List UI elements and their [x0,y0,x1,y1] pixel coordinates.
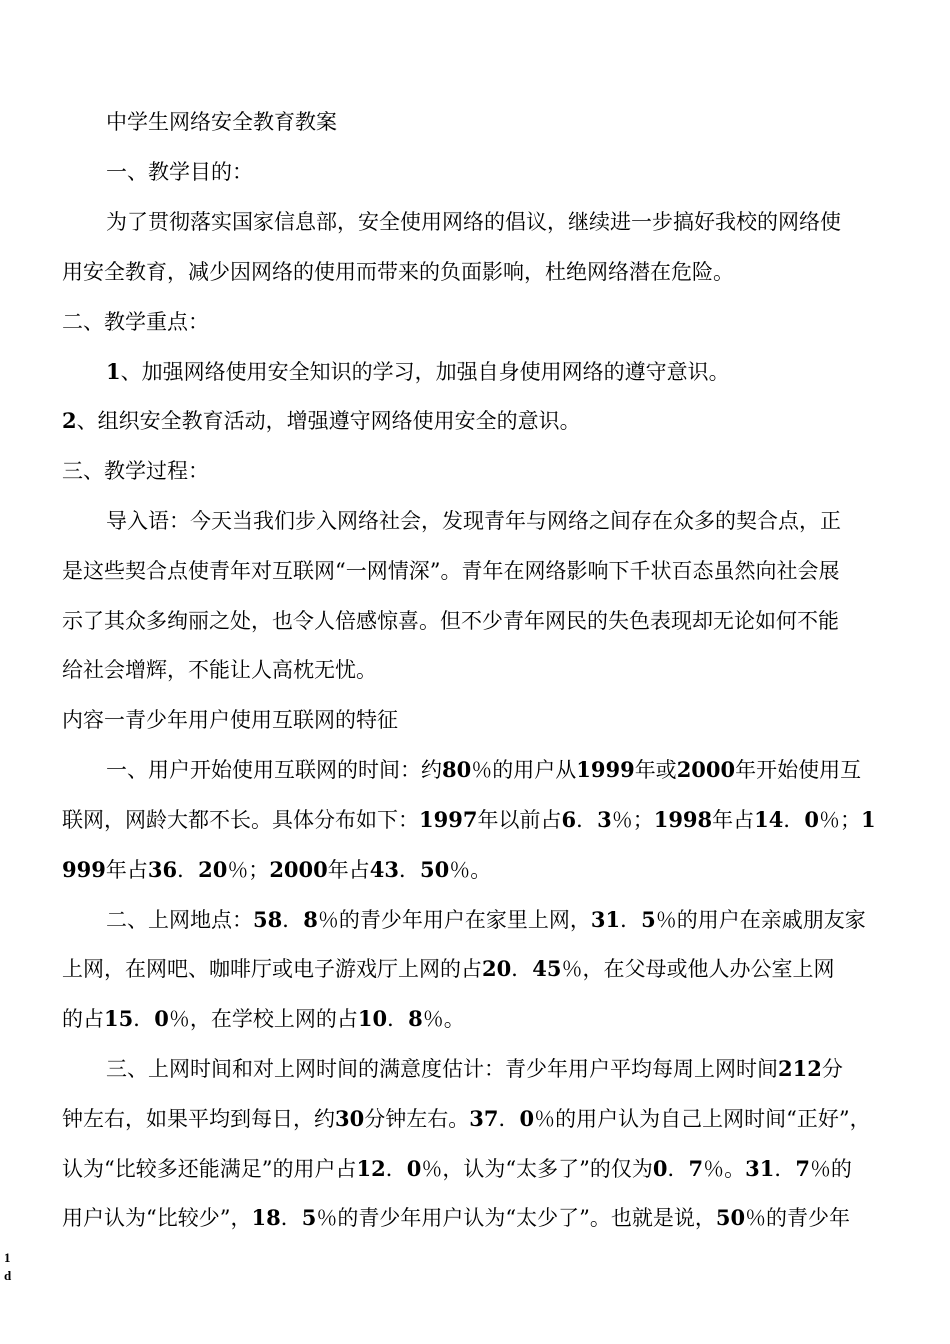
section-heading-focus: 二、教学重点： [62,310,209,334]
list-item: 1、加强网络使用安全知识的学习，加强自身使用网络的遵守意识。 [106,359,730,384]
paragraph-line: 二、上网地点：58．8％的青少年用户在家里上网，31．5％的用户在亲戚朋友家 [106,907,866,932]
section-heading-process: 三、教学过程： [62,459,209,483]
paragraph-line: 一、用户开始使用互联网的时间：约80％的用户从1999年或2000年开始使用互 [106,757,862,782]
paragraph-line: 上网，在网吧、咖啡厅或电子游戏厅上网的占20．45％，在父母或他人办公室上网 [62,956,835,981]
paragraph-line: 钟左右，如果平均到每日，约30分钟左右。37．0％的用户认为自己上网时间“正好”， [62,1106,871,1131]
paragraph-line: 认为“比较多还能满足”的用户占12．0％，认为“太多了”的仅为0．7％。31．7％的 [62,1156,852,1181]
content-heading: 内容一青少年用户使用互联网的特征 [62,708,398,732]
paragraph-line: 999年占36．20％；2000年占43．50％。 [62,857,492,882]
paragraph-line: 给社会增辉，不能让人高枕无忧。 [62,658,377,682]
section-heading-objective: 一、教学目的： [106,160,253,184]
document-title: 中学生网络安全教育教案 [106,110,337,134]
paragraph-line: 的占15．0％，在学校上网的占10．8％。 [62,1006,465,1031]
paragraph-line: 用户认为“比较少”，18．5％的青少年用户认为“太少了”。也就是说，50％的青少年 [62,1205,851,1230]
paragraph-line: 为了贯彻落实国家信息部，安全使用网络的倡议，继续进一步搞好我校的网络使 [106,210,841,234]
paragraph-line: 导入语：今天当我们步入网络社会，发现青年与网络之间存在众多的契合点，正 [106,509,841,533]
paragraph-line: 是这些契合点使青年对互联网“一网情深”。青年在网络影响下千状百态虽然向社会展 [62,559,840,583]
paragraph-line: 示了其众多绚丽之处，也令人倍感惊喜。但不少青年网民的失色表现却无论如何不能 [62,609,839,633]
list-item: 2、组织安全教育活动，增强遵守网络使用安全的意识。 [62,408,581,433]
margin-marker: d [4,1268,12,1283]
margin-marker: 1 [4,1250,11,1265]
paragraph-line: 用安全教育，减少因网络的使用而带来的负面影响，杜绝网络潜在危险。 [62,260,734,284]
paragraph-line: 三、上网时间和对上网时间的满意度估计：青少年用户平均每周上网时间212分 [106,1056,843,1081]
paragraph-line: 联网，网龄大都不长。具体分布如下：1997年以前占6．3％；1998年占14．0％；1 [62,807,876,832]
